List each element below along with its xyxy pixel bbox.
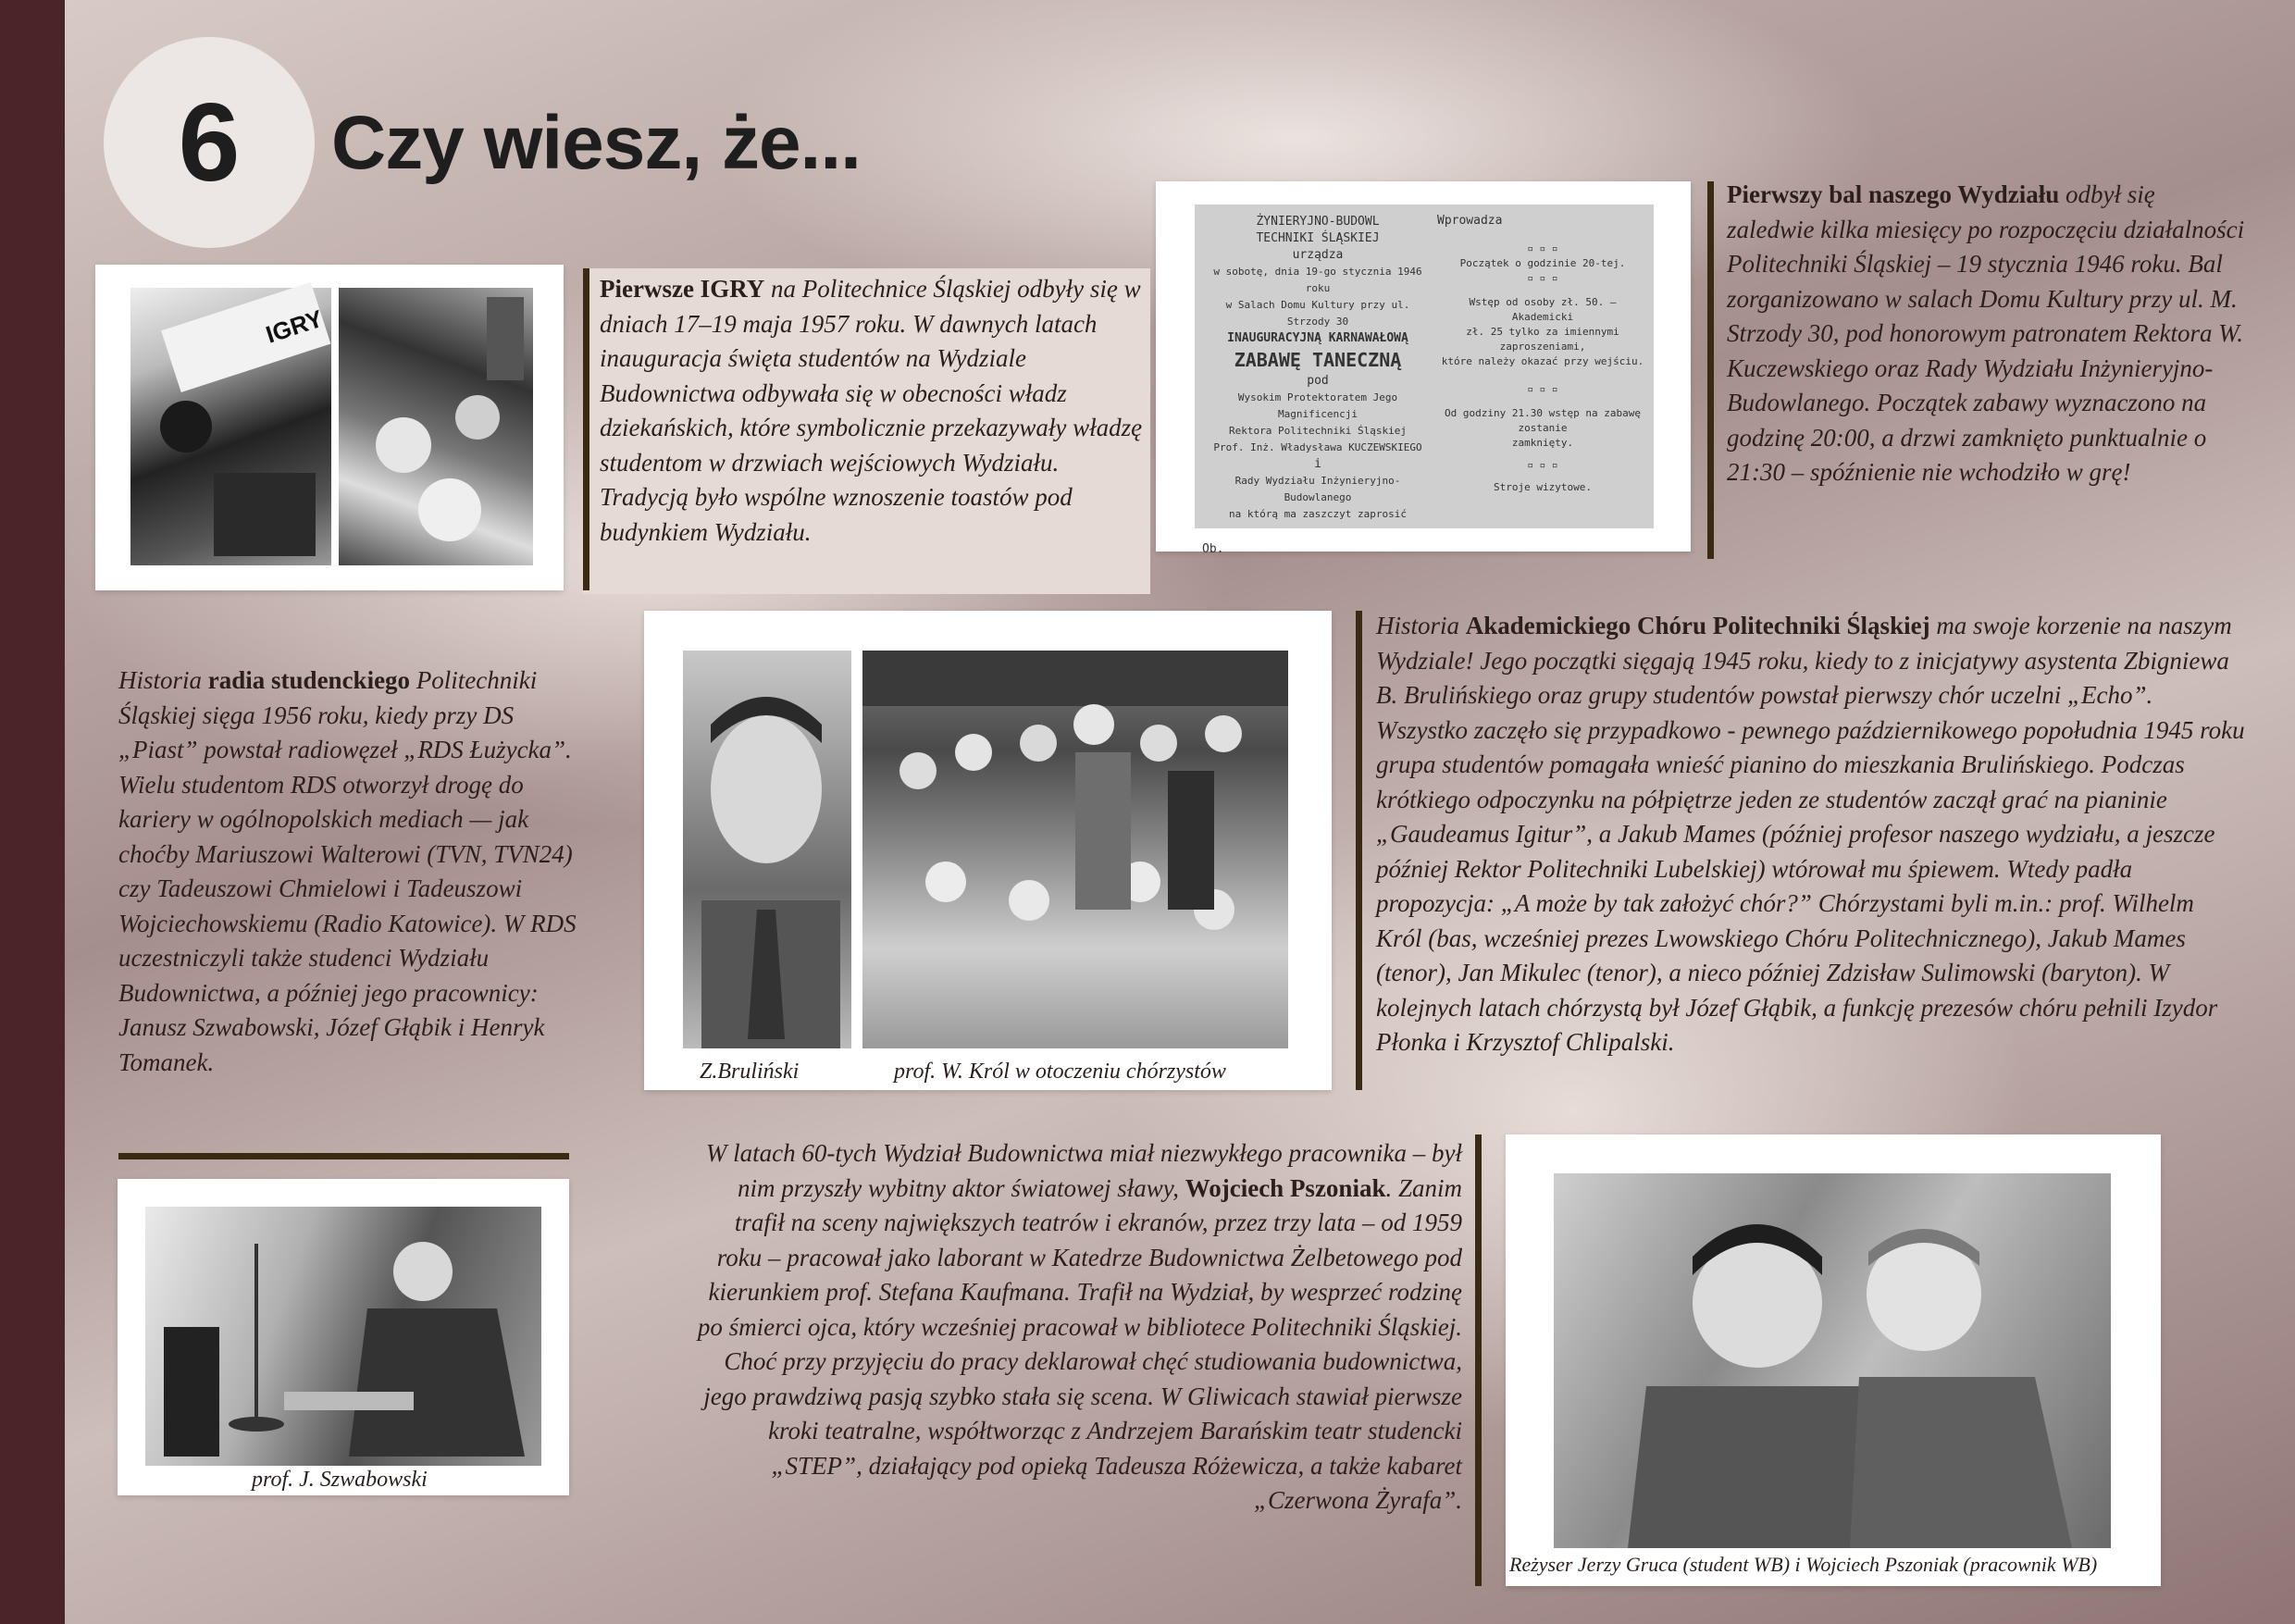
doc-line: które należy okazać przy wejściu.: [1441, 355, 1644, 367]
choir-group-photo: [862, 651, 1288, 1048]
bruliński-portrait: [683, 651, 851, 1048]
doc-line: INAUGURACYJNĄ KARNAWAŁOWĄ: [1227, 331, 1408, 345]
pszoniak-caption: Reżyser Jerzy Gruca (student WB) i Wojciech Pszoniak (pracownik WB): [1509, 1553, 2098, 1576]
doc-line: urządza: [1292, 248, 1344, 262]
doc-line: zł. 25 tylko za imiennymi zaproszeniami,: [1466, 326, 1619, 353]
choir-photo-frame: [644, 611, 1332, 1090]
bal-textbox: [1727, 178, 2245, 490]
doc-line: Rektora Politechniki Śląskiej: [1228, 425, 1408, 437]
choir-body: ma swoje korzenie na naszym Wydziale! Jego początki sięgają 1945 roku, kiedy to z inicjatywy asystenta Zbigniewa B. Brulińskiego oraz grupy studentów powstał pierwszy chór uczelni „Echo”. Wszystko zaczęło się przypadkowo - pewnego październikowego popołudnia 1945 roku grupa studentów pomagała wnieść pianino do mieszkania Brulińskiego. Podczas krótkiego odpoczynku na półpiętrze jeden ze studentów zaczął grać na pianinie „Gaudeamus Igitur”, a Jakub Mames (później profesor naszego wydziału, a jeszcze później Rektor Politechniki Lubelskiej) wtórował mu śpiewem. Wtedy padła propozycja: „A może by tak założyć chór?” Chórzystami byli m.in.: prof. Wilhelm Król (bas, wcześniej prezes Lwowskiego Chóru Politechnicznego), Jakub Mames (tenor), Jan Mikulec (tenor), a nieco później Zdzisław Sulimowski (baryton). W kolejnych latach chórzystą był Józef Głąbik, a funkcję prezesów chóru pełnili Izydor Płonka i Krzysztof Chlipalski.: [1376, 612, 2245, 1056]
szwabowski-caption: prof. J. Szwabowski: [252, 1468, 428, 1492]
doc-line: w sobotę, dnia 19-go stycznia 1946 roku: [1213, 266, 1422, 294]
doc-line: Początek o godzinie 20-tej.: [1459, 257, 1626, 269]
choir-heading: Akademickiego Chóru Politechniki Śląskiej: [1465, 612, 1930, 639]
igry-photo-frame: [95, 265, 564, 590]
choir-prefix: Historia: [1376, 612, 1466, 639]
pszoniak-body-end: . Zanim trafił na sceny największych teatrów i ekranów, przez trzy lata – od 1959 roku – pracował jako laborant w Katedrze Budownictwa Żelbetowego pod kierunkiem prof. Stefana Kaufmana. Trafił na Wydział, by wesprzeć rodzinę po śmierci ojca, który wcześniej pracował w bibliotece Politechniki Śląskiej. Choć przy przyjęciu do pracy deklarował chęć studiowania budownictwa, jego prawdziwą pasją szybko stała się scena. W Gliwicach stawiał pierwsze kroki teatralne, współtworząc z Andrzejem Barańskim teatr studencki „STEP”, działający pod opieką Tadeusza Różewicza, a także kabaret „Czerwona Żyrafa”.: [697, 1173, 1462, 1514]
szwabowski-photo: [145, 1207, 541, 1466]
igry-banner-text: IGRY: [262, 304, 327, 349]
doc-line: zamknięty.: [1511, 437, 1574, 449]
radio-heading: radia studenckiego: [207, 666, 411, 694]
page-number-badge: [104, 37, 315, 248]
choir-textbox: [1376, 609, 2246, 1060]
choir-group-caption: prof. W. Król w otoczeniu chórzystów: [894, 1060, 1226, 1084]
pszoniak-divider: [1475, 1134, 1482, 1586]
bal-invitation-scan: [1195, 205, 1654, 556]
doc-line: Wysokim Protektoratem Jego Magnificencji: [1237, 391, 1398, 420]
radio-divider: [118, 1153, 569, 1159]
bal-invitation-left-column: [1202, 214, 1433, 558]
doc-line: Od godziny 21.30 wstęp na zabawę zostanie: [1445, 407, 1641, 434]
doc-line: TECHNIKI ŚLĄSKIEJ: [1256, 231, 1380, 245]
bruliński-caption: Z.Bruliński: [700, 1060, 800, 1084]
radio-prefix: Historia: [118, 666, 208, 694]
bal-invitation-right-column: Wprowadza ▫ ▫ ▫ Początek o godzinie 20-tej. ▫ ▫ ▫ Wstęp od osoby zł. 50. — Akademicki zł. 25 tylko za imiennymi zaproszeniami, które należy okazać przy wejściu. ▫ ▫ ▫ Od godziny 21.30 wstęp na zabawę zostanie zamknięty. ▫ ▫ ▫ Stroje wizytowe.: [1437, 214, 1648, 495]
bal-invitation-frame: [1156, 181, 1691, 556]
radio-textbox: [118, 663, 581, 1080]
pszoniak-body-start: W latach 60-tych Wydział Budownictwa miał niezwykłego pracownika – był nim przyszły wybitny aktor światowej sławy,: [705, 1139, 1462, 1202]
doc-line: i: [1314, 457, 1321, 471]
igry-divider: [583, 268, 589, 590]
pszoniak-name: Wojciech Pszoniak: [1185, 1173, 1386, 1202]
left-accent-bar: [0, 0, 65, 1624]
doc-line: pod: [1307, 374, 1329, 388]
bal-heading: Pierwszy bal naszego Wydziału: [1727, 180, 2060, 208]
choir-divider: [1356, 611, 1362, 1090]
igry-photo-right: [339, 288, 533, 565]
doc-line: Stroje wizytowe.: [1494, 481, 1592, 493]
doc-line: na którą ma zaszczyt zaprosić: [1228, 508, 1408, 520]
page-title: Czy wiesz, że...: [331, 101, 861, 185]
igry-textbox: [583, 268, 1150, 594]
pszoniak-photo-frame: [1506, 1134, 2161, 1586]
radio-photo-frame: [118, 1179, 569, 1495]
page-number: 6: [178, 81, 241, 205]
doc-line: Rady Wydziału Inżynieryjno-Budowlanego: [1234, 475, 1401, 503]
doc-line: ŻYNIERYJNO-BUDOWL: [1256, 215, 1380, 229]
doc-line: Ob.: [1202, 542, 1224, 556]
doc-line: w Salach Domu Kultury przy ul. Strzody 30: [1225, 299, 1410, 328]
bal-body: odbył się zaledwie kilka miesięcy po rozpoczęciu działalności Politechniki Śląskiej – 19 stycznia 1946 roku. Bal zorganizowano w salach Domu Kultury przy ul. M. Strzody 30, pod honorowym patronatem Rektora W. Kuczewskiego oraz Rady Wydziału Inżynieryjno-Budowlanego. Początek zabawy wyznaczono na godzinę 20:00, a drzwi zamknięto punktualnie o 21:30 – spóźnienie nie wchodziło w grę!: [1727, 180, 2245, 486]
doc-line: Wprowadza: [1437, 214, 1503, 228]
doc-line: ZABAWĘ TANECZNĄ: [1234, 349, 1402, 371]
radio-body: Politechniki Śląskiej sięga 1956 roku, kiedy przy DS „Piast” powstał radiowęzeł „RDS Łużycka”. Wielu studentom RDS otworzył drogę do kariery w ogólnopolskich mediach — jak choćby Mariuszowi Walterowi (TVN, TVN24) czy Tadeuszowi Chmielowi i Tadeuszowi Wojciechowskiemu (Radio Katowice). W RDS uczestniczyli także studenci Wydziału Budownictwa, a później jego pracownicy: Janusz Szwabowski, Józef Głąbik i Henryk Tomanek.: [118, 666, 577, 1076]
gruca-pszoniak-photo: [1554, 1173, 2111, 1548]
doc-line: Wstęp od osoby zł. 50. — Akademicki: [1469, 296, 1617, 323]
igry-heading: Pierwsze IGRY: [600, 275, 765, 303]
igry-photo-left: [130, 288, 331, 565]
igry-banner-graphic: [130, 288, 331, 565]
igry-body: na Politechnice Śląskiej odbyły się w dniach 17–19 maja 1957 roku. W dawnych latach inauguracja święta studentów na Wydziale Budownictwa odbywała się w obecności władz dziekańskich, które symbolicznie przekazywały władzę studentom w drzwiach wejściowych Wydziału. Tradycją było wspólne wznoszenie toastów pod budynkiem Wydziału.: [600, 275, 1143, 546]
doc-line: Prof. Inż. Władysława KUCZEWSKIEGO: [1213, 441, 1422, 453]
pszoniak-textbox: [685, 1136, 1462, 1519]
bal-divider: [1707, 181, 1714, 559]
